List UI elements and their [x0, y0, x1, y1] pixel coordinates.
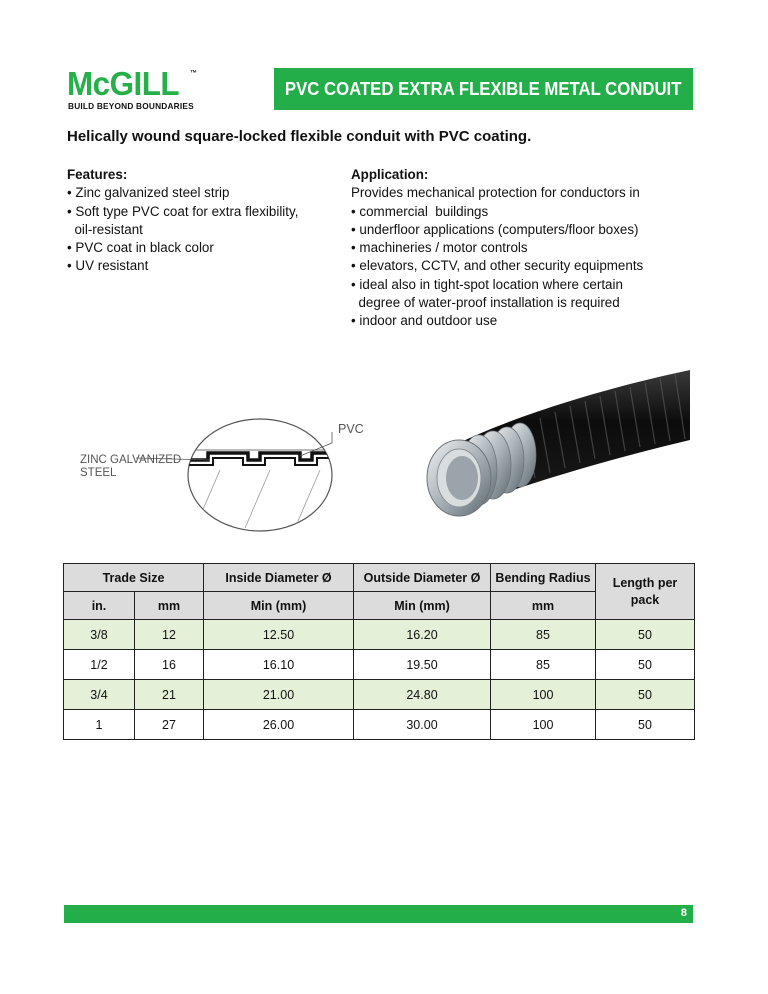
- application-item: • ideal also in tight-spot location where certain: [351, 276, 623, 292]
- application-item: • underfloor applications (computers/floor boxes): [351, 221, 639, 237]
- application-item: • commercial buildings: [351, 203, 489, 219]
- cell-bending-radius: 100: [491, 680, 596, 710]
- cell-bending-radius: 85: [491, 620, 596, 650]
- col-header-length-per-pack: Length per pack: [596, 564, 695, 620]
- col-header-trade-size: Trade Size: [64, 564, 204, 592]
- application-item: • elevators, CCTV, and other security equipments: [351, 258, 644, 274]
- col-subheader-mm: mm: [135, 592, 204, 620]
- cell-inside-diameter: 26.00: [204, 710, 354, 740]
- cell-length-per-pack: 50: [596, 710, 695, 740]
- diagram-label-steel-line1: ZINC GALVANIZED: [80, 454, 182, 466]
- page-title-band: [274, 68, 693, 110]
- col-header-bending-radius: Bending Radius: [491, 564, 596, 592]
- col-header-outside-diameter: Outside Diameter Ø: [354, 564, 491, 592]
- feature-item: oil-resistant: [67, 221, 143, 237]
- diagram-label-pvc: PVC: [338, 422, 364, 436]
- application-intro: Provides mechanical protection for conductors in: [351, 185, 640, 201]
- cell-mm: 21: [135, 680, 204, 710]
- table-row: [64, 650, 695, 680]
- cell-in: 1/2: [64, 650, 135, 680]
- col-subheader-id-min: Min (mm): [204, 592, 354, 620]
- cell-inside-diameter: 12.50: [204, 620, 354, 650]
- application-item: • machineries / motor controls: [351, 240, 528, 256]
- application-heading: Application:: [351, 167, 429, 182]
- cell-mm: 27: [135, 710, 204, 740]
- feature-item: • Soft type PVC coat for extra flexibility,: [67, 203, 299, 219]
- application-item: degree of water-proof installation is required: [351, 295, 620, 311]
- cell-inside-diameter: 16.10: [204, 650, 354, 680]
- logo-trademark: ™: [190, 70, 197, 77]
- logo-tagline: BUILD BEYOND BOUNDARIES: [68, 101, 194, 111]
- table-header-row: [64, 564, 695, 592]
- page-number: 8: [680, 907, 687, 919]
- mcgill-logo: [67, 65, 217, 112]
- table-row: [64, 710, 695, 740]
- cell-mm: 12: [135, 620, 204, 650]
- application-section: [351, 166, 643, 331]
- product-subtitle: Helically wound square-locked flexible conduit with PVC coating.: [67, 128, 532, 145]
- cell-outside-diameter: 16.20: [354, 620, 491, 650]
- features-heading: Features:: [67, 167, 128, 182]
- cell-outside-diameter: 30.00: [354, 710, 491, 740]
- table-row: [64, 620, 695, 650]
- cell-outside-diameter: 24.80: [354, 680, 491, 710]
- cell-in: 1: [64, 710, 135, 740]
- table-row: [64, 680, 695, 710]
- features-section: [67, 166, 298, 276]
- cell-in: 3/8: [64, 620, 135, 650]
- col-subheader-in: in.: [64, 592, 135, 620]
- cell-length-per-pack: 50: [596, 680, 695, 710]
- col-subheader-br-unit: mm: [491, 592, 596, 620]
- conduit-product-photo: [415, 360, 695, 530]
- cell-length-per-pack: 50: [596, 650, 695, 680]
- footer-bar: [64, 905, 693, 923]
- diagram-label-steel-line2: STEEL: [80, 467, 117, 479]
- cell-in: 3/4: [64, 680, 135, 710]
- conduit-cross-section-diagram: [70, 410, 400, 535]
- application-item: • indoor and outdoor use: [351, 313, 498, 329]
- cell-inside-diameter: 21.00: [204, 680, 354, 710]
- col-header-inside-diameter: Inside Diameter Ø: [204, 564, 354, 592]
- specification-table: [63, 563, 695, 740]
- page-title: PVC COATED EXTRA FLEXIBLE METAL CONDUIT: [285, 78, 682, 99]
- cell-bending-radius: 85: [491, 650, 596, 680]
- cell-outside-diameter: 19.50: [354, 650, 491, 680]
- cell-mm: 16: [135, 650, 204, 680]
- logo-wordmark: McGILL: [67, 65, 180, 102]
- feature-item: • PVC coat in black color: [67, 240, 214, 256]
- col-subheader-od-min: Min (mm): [354, 592, 491, 620]
- cell-bending-radius: 100: [491, 710, 596, 740]
- cell-length-per-pack: 50: [596, 620, 695, 650]
- feature-item: • Zinc galvanized steel strip: [67, 185, 230, 201]
- feature-item: • UV resistant: [67, 258, 149, 274]
